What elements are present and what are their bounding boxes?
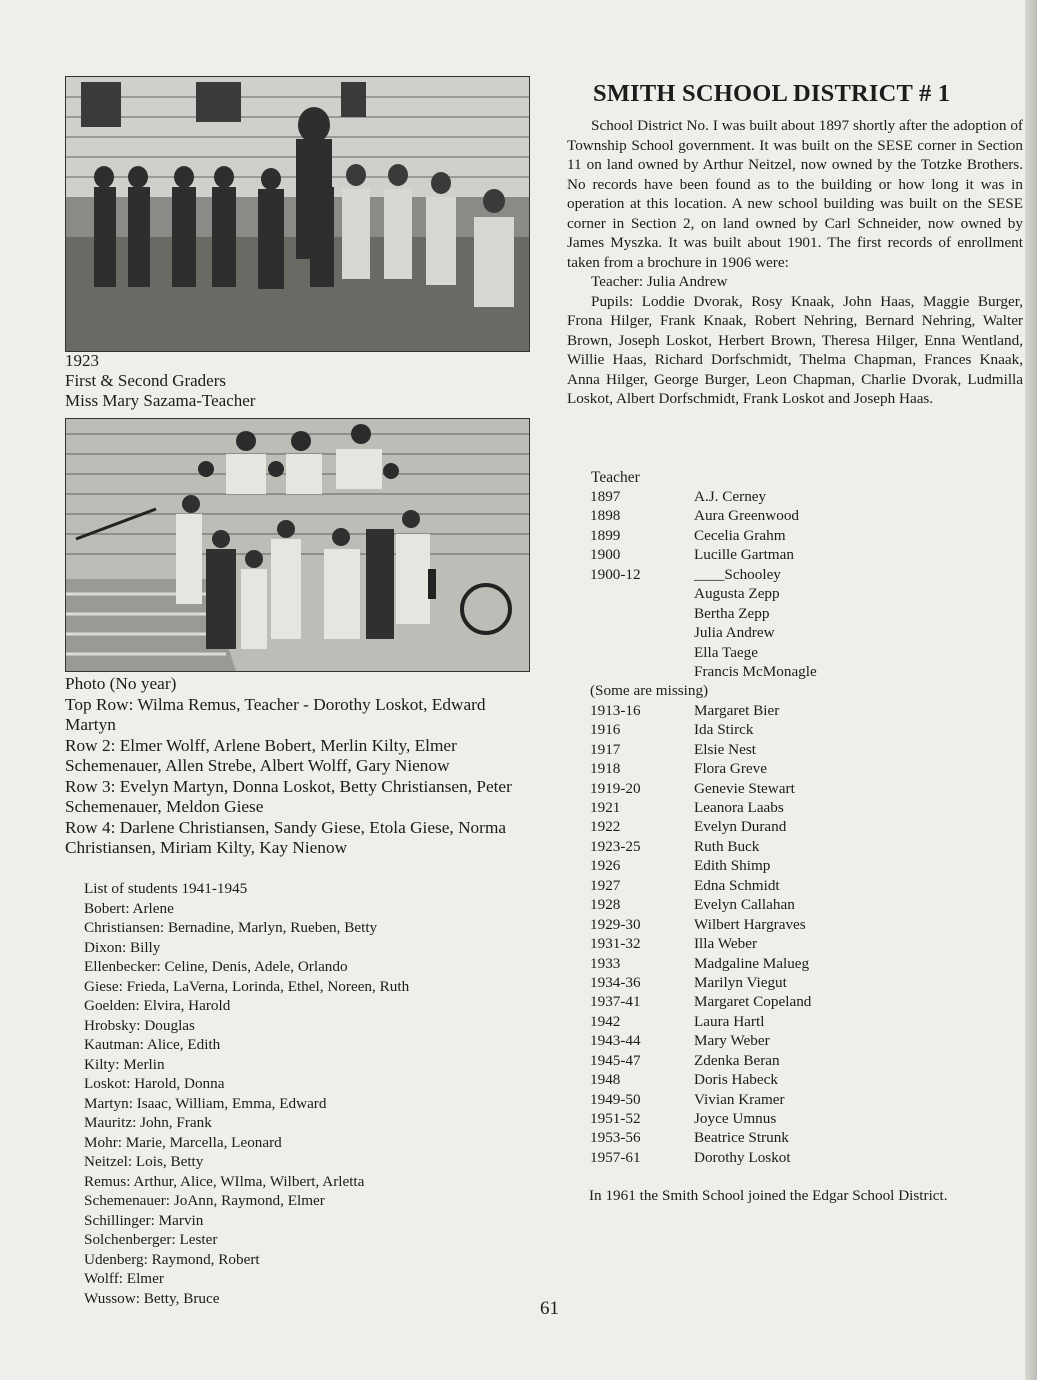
list-item: Loskot: Harold, Donna	[84, 1075, 225, 1092]
list-item: Hrobsky: Douglas	[84, 1016, 195, 1034]
teacher-name: Edith Shimp	[694, 857, 771, 875]
teacher-year: 1918	[590, 760, 621, 778]
teacher-note: (Some are missing)	[590, 682, 709, 700]
list-item: Giese: Frieda, LaVerna, Lorinda, Ethel, Noreen, Ruth	[84, 977, 410, 995]
caption-row-3: Row 3: Evelyn Martyn, Donna Loskot, Betty Christiansen, Peter Schemenauer, Meldon Giese	[65, 776, 512, 816]
teacher-year: 1916	[590, 721, 621, 739]
student-list-heading: List of students 1941-1945	[84, 880, 248, 897]
teacher-name: Beatrice Strunk	[694, 1129, 789, 1147]
teacher-name: Flora Greve	[694, 760, 767, 778]
teacher-year: 1917	[590, 740, 621, 758]
list-item: Goelden: Elvira, Harold	[84, 997, 231, 1014]
teacher-name: Illa Weber	[694, 935, 758, 953]
history-paragraph: School District No. I was built about 1897 shortly after the adoption of Township School government. It was built on the SESE corner in Section 11 on land owned by Arthur Neitzel, now owned by the Totzke Brothers. No records have been found as to the building or how long it was in operation at this location. A new school building was built on the SESE corner in Section 2, on land owned by Carl Schneider, now owned by James Myszka. It was built about 1901. The first records of enrollment taken from a brochure in 1906 were:	[567, 117, 1023, 271]
teacher-name: Ruth Buck	[694, 837, 760, 855]
teacher-year: 1922	[590, 818, 621, 836]
teacher-name: Edna Schmidt	[694, 876, 780, 894]
list-item: Udenberg: Raymond, Robert	[84, 1250, 260, 1268]
teacher-year: 1933	[590, 954, 621, 972]
caption-teacher: Miss Mary Sazama-Teacher	[65, 391, 256, 410]
list-item: Dixon: Billy	[84, 938, 161, 956]
teacher-name: Doris Habeck	[694, 1071, 778, 1089]
list-item: Remus: Arthur, Alice, WIlma, Wilbert, Arletta	[84, 1172, 365, 1190]
teacher-name: Evelyn Durand	[694, 818, 787, 836]
teacher-name: Cecelia Grahm	[694, 526, 786, 544]
teacher-name: Margaret Bier	[694, 701, 780, 719]
teacher-name: Dorothy Loskot	[694, 1148, 791, 1166]
photo-1923-caption	[65, 351, 255, 411]
caption-row-2: Row 2: Elmer Wolff, Arlene Bobert, Merlin Kilty, Elmer Schemenauer, Allen Strebe, Albert Wolff, Gary Nienow	[65, 735, 457, 775]
teacher-year: 1900	[590, 546, 621, 564]
teacher-year: 1927	[590, 876, 621, 894]
teacher-name: Ida Stirck	[694, 721, 754, 739]
teacher-name: Margaret Copeland	[694, 993, 812, 1011]
teacher-year: 1951-52	[590, 1110, 641, 1127]
caption-title: Photo (No year)	[65, 674, 177, 693]
teacher-name: Madgaline Malueg	[694, 954, 810, 972]
list-item: Christiansen: Bernadine, Marlyn, Rueben, Betty	[84, 919, 378, 936]
list-item: Kautman: Alice, Edith	[84, 1036, 221, 1053]
teacher-year: 1931-32	[590, 935, 641, 953]
teacher-year: 1957-61	[590, 1148, 641, 1166]
teacher-year: 1937-41	[590, 993, 641, 1011]
caption-top-row: Top Row: Wilma Remus, Teacher - Dorothy Loskot, Edward Martyn	[65, 694, 486, 734]
caption-year: 1923	[65, 351, 99, 370]
teacher-name: Francis McMonagle	[694, 662, 817, 680]
teacher-year: 1926	[590, 857, 621, 875]
caption-row-4: Row 4: Darlene Christiansen, Sandy Giese, Etola Giese, Norma Christiansen, Miriam Kilty, Kay Nienow	[65, 817, 507, 857]
student-list-1941-1945	[84, 879, 409, 1308]
teacher-name: Evelyn Callahan	[694, 896, 795, 914]
teacher-year: 1923-25	[590, 837, 641, 855]
teacher-year: 1929-30	[590, 915, 641, 933]
teacher-year: 1897	[590, 488, 621, 505]
teacher-name: Leanora Laabs	[694, 799, 784, 816]
list-item: Mohr: Marie, Marcella, Leonard	[84, 1133, 282, 1151]
district-history	[567, 116, 1023, 409]
class-photo-1923	[65, 76, 530, 352]
teacher-name: ____Schooley	[694, 565, 781, 583]
teacher-name: Elsie Nest	[694, 740, 757, 758]
teacher-name: Bertha Zepp	[694, 604, 770, 622]
teacher-name: Vivian Kramer	[694, 1090, 785, 1108]
list-item: Kilty: Merlin	[84, 1055, 165, 1073]
list-item: Mauritz: John, Frank	[84, 1114, 212, 1131]
list-item: Ellenbecker: Celine, Denis, Adele, Orlando	[84, 958, 348, 975]
teacher-name: Genevie Stewart	[694, 779, 795, 797]
teacher-year: 1913-16	[590, 701, 641, 719]
teacher-1906: Teacher: Julia Andrew	[591, 273, 728, 290]
teacher-year: 1934-36	[590, 973, 641, 991]
teacher-list-heading: Teacher	[591, 469, 640, 486]
teacher-year: 1943-44	[590, 1032, 641, 1050]
teacher-year: 1948	[590, 1071, 621, 1089]
teacher-name: Julia Andrew	[694, 624, 775, 642]
list-item: Bobert: Arlene	[84, 899, 174, 917]
list-item: Wussow: Betty, Bruce	[84, 1289, 220, 1307]
teacher-year: 1919-20	[590, 779, 641, 797]
teacher-name: Wilbert Hargraves	[694, 915, 806, 933]
photo-no-year-caption	[65, 674, 535, 859]
list-item: Martyn: Isaac, William, Emma, Edward	[84, 1094, 327, 1112]
teacher-year: 1900-12	[590, 565, 641, 583]
teacher-year: 1921	[590, 799, 621, 816]
class-photo-no-year	[65, 418, 530, 672]
teacher-year: 1953-56	[590, 1129, 641, 1147]
teacher-name: Zdenka Beran	[694, 1051, 780, 1069]
teacher-year: 1942	[590, 1012, 621, 1030]
teacher-year: 1949-50	[590, 1090, 641, 1108]
teacher-name: Marilyn Viegut	[694, 973, 787, 991]
teacher-year: 1898	[590, 507, 621, 525]
teacher-name: Augusta Zepp	[694, 585, 780, 603]
closing-note: In 1961 the Smith School joined the Edgar School District.	[589, 1187, 948, 1204]
teacher-year: 1899	[590, 526, 621, 544]
list-item: Solchenberger: Lester	[84, 1231, 218, 1248]
teacher-name: Ella Taege	[694, 643, 759, 661]
caption-grades: First & Second Graders	[65, 371, 227, 390]
pupils-1906: Pupils: Loddie Dvorak, Rosy Knaak, John Haas, Maggie Burger, Frona Hilger, Frank Knaak, Robert Nehring, Bernard Nehring, Walter Brown, Joseph Loskot, Herbert Brown, Theresa Hilger, Enna Wentland, Willie Haas, Richard Dorfschmidt, Thelma Chapman, Frances Knaak, Anna Hilger, George Burger, Leon Chapman, Charlie Dvorak, Ludmilla Loskot, Albert Dorfschmidt, Frank Loskot and Joseph Haas.	[567, 292, 1023, 407]
list-item: Wolff: Elmer	[84, 1270, 164, 1287]
list-item: Schillinger: Marvin	[84, 1211, 204, 1229]
page-edge	[1025, 0, 1037, 1380]
teacher-name: Aura Greenwood	[694, 507, 800, 525]
teacher-name: Lucille Gartman	[694, 546, 794, 564]
teacher-name: Laura Hartl	[694, 1012, 765, 1030]
page-number: 61	[540, 1298, 559, 1319]
teacher-year: 1928	[590, 896, 621, 914]
list-item: Schemenauer: JoAnn, Raymond, Elmer	[84, 1192, 325, 1209]
teacher-year: 1945-47	[590, 1051, 641, 1069]
teacher-name: Joyce Umnus	[694, 1110, 777, 1127]
page-title: SMITH SCHOOL DISTRICT # 1	[593, 80, 951, 107]
list-item: Neitzel: Lois, Betty	[84, 1153, 204, 1170]
teacher-name: A.J. Cerney	[694, 488, 767, 505]
teacher-name: Mary Weber	[694, 1032, 770, 1050]
